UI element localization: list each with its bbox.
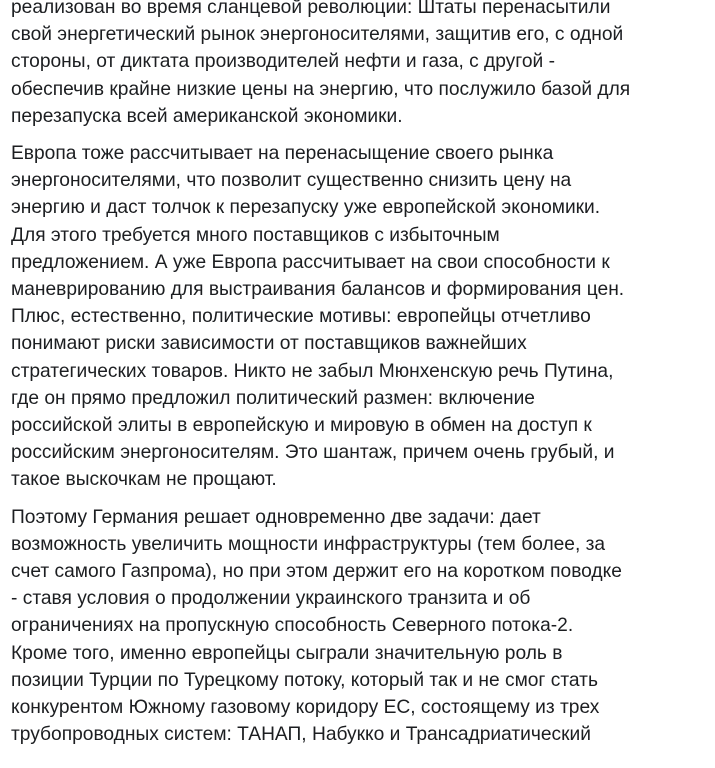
text-line: возможность увеличить мощности инфраструктуры (тем более, за <box>11 533 606 555</box>
text-line: стороны, от диктата производителей нефти и газа, с другой - <box>11 51 555 73</box>
text-line: - ставя условия о продолжении украинского транзита и об <box>11 588 531 610</box>
text-line: обеспечив крайне низкие цены на энергию, что послужило базой для <box>11 78 631 100</box>
text-line: такое выскочкам не прощают. <box>11 469 277 491</box>
text-line: реализован во время сланцевой революции: Штаты перенасытили <box>11 0 611 18</box>
text-line: Европа тоже рассчитывает на перенасыщение своего рынка <box>11 143 554 165</box>
text-line: Для этого требуется много поставщиков с избыточным <box>11 224 500 246</box>
text-line: счет самого Газпрома), но при этом держит его на коротком поводке <box>11 561 622 583</box>
text-line: где он прямо предложил политический размен: включение <box>11 387 535 409</box>
paragraph-3 <box>11 504 701 749</box>
text-line: Поэтому Германия решает одновременно две задачи: дает <box>11 506 541 528</box>
text-line: российским энергоносителям. Это шантаж, причем очень грубый, и <box>11 442 615 464</box>
paragraph-2 <box>11 140 701 494</box>
text-line: трубопроводных систем: ТАНАП, Набукко и Трансадриатический <box>11 724 591 746</box>
text-line: энергию и даст толчок к перезапуску уже европейской экономики. <box>11 197 601 219</box>
text-line: понимают риски зависимости от поставщиков важнейших <box>11 333 527 355</box>
text-line: позиции Турции по Турецкому потоку, который так и не смог стать <box>11 669 598 691</box>
text-line: российской элиты в европейскую и мировую в обмен на доступ к <box>11 415 592 437</box>
text-line: свой энергетический рынок энергоносителями, защитив его, с одной <box>11 24 624 46</box>
paragraph-1 <box>11 0 701 130</box>
text-line: стратегических товаров. Никто не забыл Мюнхенскую речь Путина, <box>11 360 614 382</box>
text-line: Кроме того, именно европейцы сыграли значительную роль в <box>11 642 563 664</box>
text-line: Плюс, естественно, политические мотивы: европейцы отчетливо <box>11 306 591 328</box>
text-line: ограничениях на пропускную способность Северного потока-2. <box>11 615 574 637</box>
text-line: предложением. А уже Европа рассчитывает на свои способности к <box>11 251 610 273</box>
text-line: конкурентом Южному газовому коридору ЕС, состоящему из трех <box>11 697 600 719</box>
post-body <box>11 0 701 758</box>
text-line: перезапуска всей американской экономики. <box>11 105 403 127</box>
text-line: маневрированию для выстраивания балансов и формирования цен. <box>11 279 625 301</box>
text-line: энергоносителями, что позволит существенно снизить цену на <box>11 170 572 192</box>
